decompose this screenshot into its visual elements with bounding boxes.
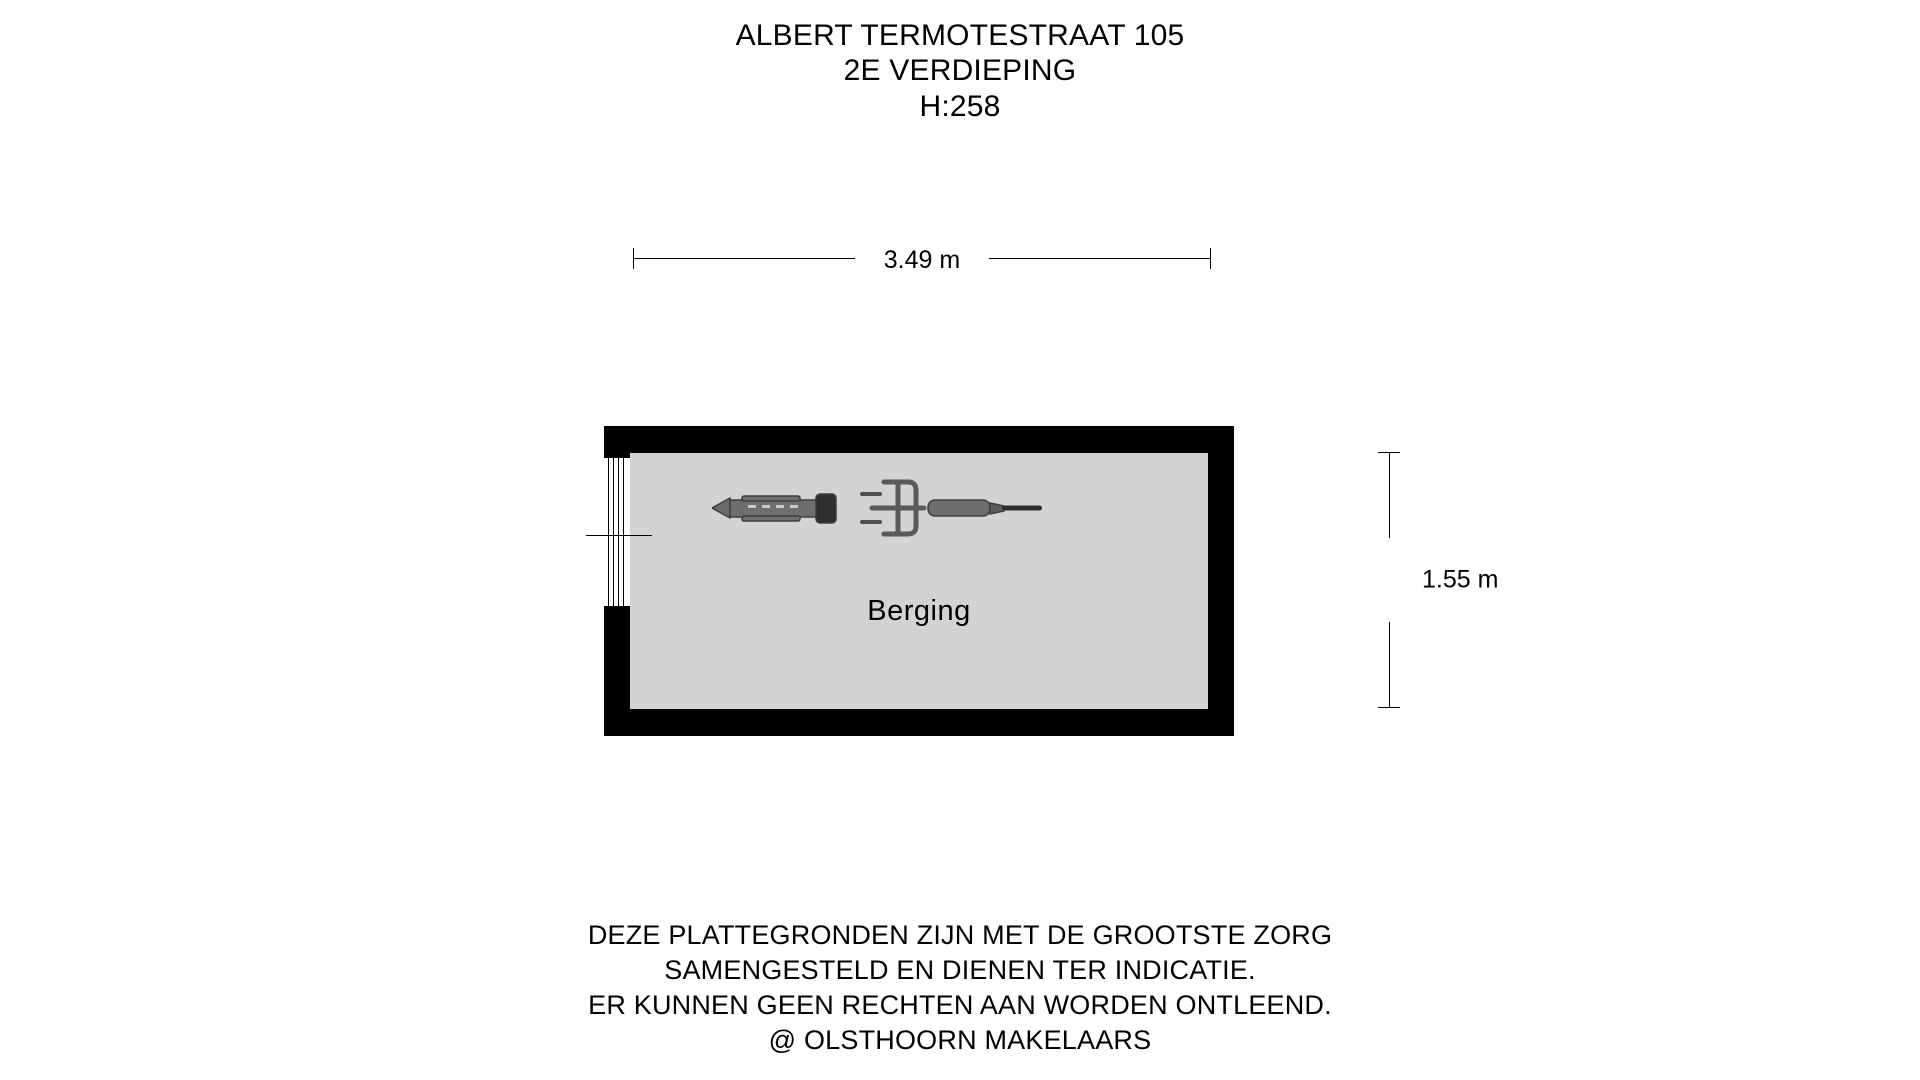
bicycle-icon bbox=[712, 472, 1042, 554]
disclaimer-line-4: @ OLSTHOORN MAKELAARS bbox=[768, 1025, 1152, 1056]
dimension-rule-top bbox=[1389, 452, 1390, 538]
title-address: ALBERT TERMOTESTRAAT 105 bbox=[735, 19, 1185, 52]
width-dimension bbox=[633, 248, 1211, 282]
width-dimension-label: 3.49 m bbox=[876, 246, 968, 275]
title-height: H:258 bbox=[919, 89, 1001, 123]
disclaimer-line-3: ER KUNNEN GEEN RECHTEN AAN WORDEN ONTLEEND. bbox=[588, 990, 1332, 1021]
room-label-berging: Berging bbox=[867, 595, 971, 627]
disclaimer-block bbox=[0, 918, 1920, 1058]
window-pane-1 bbox=[608, 457, 609, 607]
title-floor: 2E VERDIEPING bbox=[843, 54, 1077, 88]
height-dimension bbox=[1378, 452, 1499, 708]
window-pane-4 bbox=[623, 457, 624, 607]
disclaimer-line-2: SAMENGESTELD EN DIENEN TER INDICATIE. bbox=[664, 955, 1256, 986]
height-dimension-label: 1.55 m bbox=[1422, 565, 1499, 594]
dimension-rule-left bbox=[633, 258, 855, 259]
window-pane-3 bbox=[618, 457, 619, 607]
dimension-rule-bottom bbox=[1389, 622, 1390, 708]
window-icon bbox=[604, 457, 630, 607]
wall-axis-marker bbox=[586, 535, 652, 536]
disclaimer-line-1: DEZE PLATTEGRONDEN ZIJN MET DE GROOTSTE ZORG bbox=[587, 920, 1333, 950]
dimension-rule-right bbox=[989, 258, 1211, 259]
window-pane-2 bbox=[613, 457, 614, 607]
